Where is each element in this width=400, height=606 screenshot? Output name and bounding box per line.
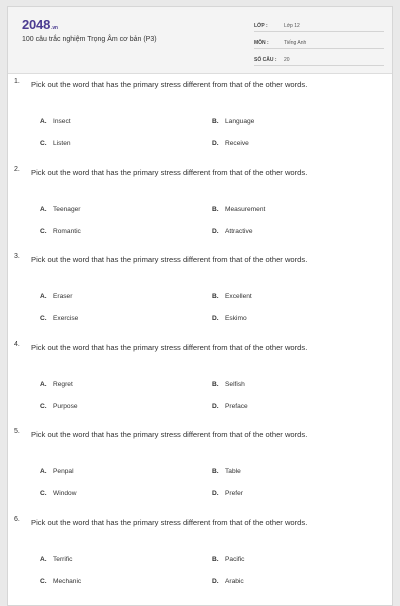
question-number: 2.	[14, 165, 20, 173]
answer-option[interactable]	[40, 293, 72, 300]
answer-option[interactable]	[40, 578, 81, 585]
question-item	[14, 340, 364, 410]
question-number: 1.	[14, 78, 20, 85]
option-text: Selfish	[225, 380, 245, 388]
option-letter: A.	[40, 205, 47, 213]
option-text: Preface	[225, 402, 248, 410]
answer-option[interactable]	[212, 556, 244, 563]
question-text: Pick out the word that has the primary stress different from that of the other words.	[31, 517, 308, 527]
option-text: Measurement	[225, 205, 266, 213]
question-text: Pick out the word that has the primary stress different from that of the other words.	[31, 167, 308, 177]
option-text: Mechanic	[53, 577, 82, 585]
option-letter: A.	[40, 380, 47, 388]
option-letter: B.	[212, 468, 219, 475]
quiz-meta	[254, 17, 384, 68]
question-number: 3.	[14, 253, 20, 260]
answer-option[interactable]	[212, 578, 244, 585]
option-text: Table	[225, 468, 241, 475]
option-text: Insect	[53, 118, 71, 125]
option-text: Excellent	[225, 293, 252, 300]
answer-option[interactable]	[212, 468, 241, 475]
answer-option[interactable]	[212, 228, 252, 235]
option-text: Prefer	[225, 490, 243, 497]
option-letter: B.	[212, 380, 219, 388]
question-stem	[14, 166, 364, 181]
option-text: Language	[225, 118, 255, 125]
answer-option[interactable]	[40, 140, 71, 147]
option-text: Eskimo	[225, 315, 247, 322]
meta-row-subject	[254, 34, 384, 49]
answer-option[interactable]	[212, 206, 265, 213]
question-stem	[14, 341, 364, 356]
answer-option[interactable]	[212, 403, 248, 410]
option-text: Receive	[225, 140, 249, 147]
logo-suffix: .vn	[51, 25, 58, 31]
option-text: Attractive	[225, 227, 253, 235]
question-item	[14, 428, 364, 497]
meta-label: MÔN :	[254, 40, 269, 46]
answer-option[interactable]	[212, 315, 247, 322]
question-text: Pick out the word that has the primary stress different from that of the other words.	[31, 80, 308, 89]
option-letter: D.	[212, 577, 219, 585]
option-letter: C.	[40, 577, 47, 585]
answer-option[interactable]	[40, 403, 78, 410]
question-stem	[14, 78, 364, 93]
quiz-header	[8, 7, 392, 74]
answer-option[interactable]	[40, 381, 73, 388]
answer-option[interactable]	[40, 118, 71, 125]
option-text: Listen	[53, 140, 71, 147]
option-letter: D.	[212, 227, 219, 235]
answer-option[interactable]	[212, 140, 249, 147]
question-stem	[14, 428, 364, 443]
meta-label: SỐ CÂU :	[254, 57, 277, 63]
option-letter: C.	[40, 315, 47, 322]
meta-value: Lớp 12	[284, 23, 300, 29]
meta-value: 20	[284, 57, 290, 63]
option-letter: C.	[40, 140, 47, 147]
option-letter: B.	[212, 555, 219, 563]
option-letter: C.	[40, 490, 47, 497]
question-text: Pick out the word that has the primary stress different from that of the other words.	[31, 342, 308, 352]
option-text: Terrific	[53, 555, 73, 563]
meta-value: Tiếng Anh	[284, 40, 307, 46]
meta-row-count	[254, 51, 384, 66]
answer-option[interactable]	[40, 490, 76, 497]
option-text: Regret	[53, 380, 73, 388]
option-letter: B.	[212, 118, 219, 125]
answer-option[interactable]	[40, 206, 81, 213]
meta-label: LỚP :	[254, 23, 268, 29]
option-text: Penpal	[53, 468, 74, 475]
question-item	[14, 165, 364, 235]
option-letter: A.	[40, 468, 47, 475]
answer-option[interactable]	[212, 490, 243, 497]
logo-text: 2048	[22, 17, 51, 32]
option-letter: B.	[212, 293, 219, 300]
option-letter: D.	[212, 140, 219, 147]
option-letter: A.	[40, 118, 47, 125]
option-text: Window	[53, 490, 77, 497]
option-text: Eraser	[53, 293, 73, 300]
option-text: Pacific	[225, 555, 245, 563]
question-item	[14, 515, 364, 585]
question-text: Pick out the word that has the primary stress different from that of the other words.	[31, 255, 308, 264]
option-text: Teenager	[53, 205, 81, 213]
option-text: Arabic	[225, 577, 244, 585]
answer-option[interactable]	[40, 315, 78, 322]
question-item	[14, 78, 364, 147]
answer-option[interactable]	[40, 228, 81, 235]
answer-option[interactable]	[212, 381, 245, 388]
option-text: Purpose	[53, 402, 78, 410]
site-logo[interactable]	[22, 17, 58, 32]
option-text: Exercise	[53, 315, 79, 322]
option-letter: D.	[212, 315, 219, 322]
option-letter: A.	[40, 555, 47, 563]
answer-option[interactable]	[212, 293, 252, 300]
answer-option[interactable]	[40, 556, 72, 563]
option-letter: A.	[40, 293, 47, 300]
option-letter: D.	[212, 402, 219, 410]
question-item	[14, 253, 364, 322]
question-stem	[14, 253, 364, 268]
option-letter: C.	[40, 402, 47, 410]
question-number: 5.	[14, 428, 20, 435]
question-stem	[14, 516, 364, 531]
question-number: 6.	[14, 515, 20, 523]
option-letter: B.	[212, 205, 219, 213]
question-number: 4.	[14, 340, 20, 348]
answer-option[interactable]	[40, 468, 74, 475]
meta-row-class	[254, 17, 384, 32]
option-text: Romantic	[53, 227, 81, 235]
answer-option[interactable]	[212, 118, 254, 125]
question-text: Pick out the word that has the primary stress different from that of the other words.	[31, 430, 308, 439]
option-letter: D.	[212, 490, 219, 497]
quiz-title: 100 câu trắc nghiệm Trọng Âm cơ bản (P3)	[22, 36, 157, 43]
option-letter: C.	[40, 227, 47, 235]
